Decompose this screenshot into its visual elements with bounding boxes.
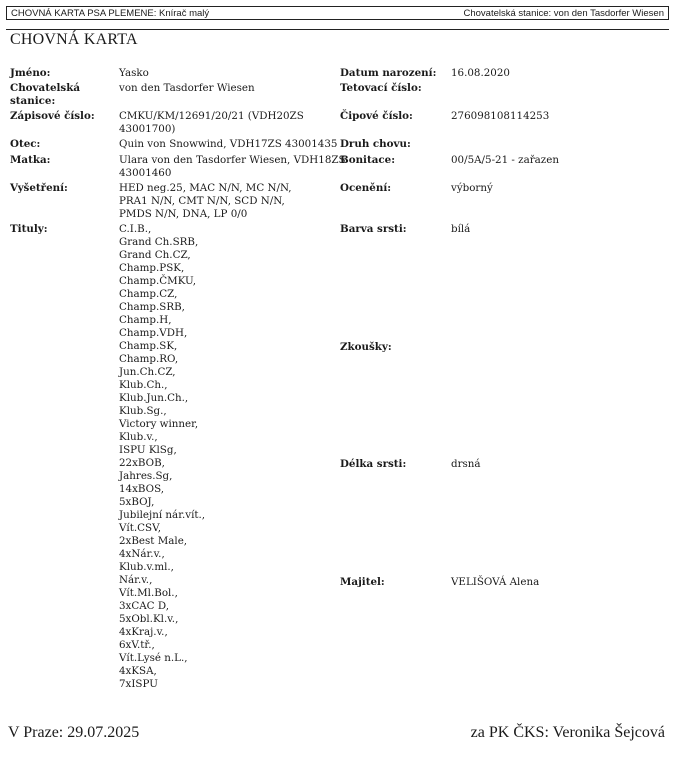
sire-value: Quin von Snowwind, VDH17ZS 43001435	[119, 138, 338, 150]
chip-value: 276098108114253	[451, 110, 550, 122]
coat-length-label: Délka srsti:	[340, 458, 407, 470]
trials-label: Zkoušky:	[340, 341, 392, 353]
name-label: Jméno:	[10, 67, 51, 79]
registration-label: Zápisové číslo:	[10, 110, 95, 122]
tattoo-label: Tetovací číslo:	[340, 82, 422, 94]
header-divider	[6, 29, 669, 30]
rating-value: výborný	[451, 182, 493, 194]
dam-value: Ulara von den Tasdorfer Wiesen, VDH18ZS 43001460	[119, 154, 346, 179]
coat-color-value: bílá	[451, 223, 471, 235]
exams-label: Vyšetření:	[10, 182, 68, 194]
exams-value: HED neg.25, MAC N/N, MC N/N, PRA1 N/N, CMT N/N, SCD N/N, PMDS N/N, DNA, LP 0/0	[119, 182, 292, 220]
registration-value: CMKU/KM/12691/20/21 (VDH20ZS 43001700)	[119, 110, 304, 135]
coat-length-value: drsná	[451, 458, 481, 470]
header-kennel: Chovatelská stanice: von den Tasdorfer Wiesen	[463, 7, 664, 19]
kennel-value: von den Tasdorfer Wiesen	[119, 82, 255, 94]
footer-signatory: za PK ČKS: Veronika Šejcová	[470, 724, 665, 741]
titles-label: Tituly:	[10, 223, 48, 235]
conformation-value: 00/5A/5-21 - zařazen	[451, 154, 559, 166]
chip-label: Čipové číslo:	[340, 110, 413, 122]
sire-label: Otec:	[10, 138, 41, 150]
rating-label: Ocenění:	[340, 182, 392, 194]
owner-label: Majitel:	[340, 576, 385, 588]
header-breed: CHOVNÁ KARTA PSA PLEMENE: Knírač malý	[11, 7, 210, 19]
birth-date-label: Datum narození:	[340, 67, 437, 79]
conformation-label: Bonitace:	[340, 154, 396, 166]
kennel-label: Chovatelská stanice:	[10, 82, 81, 107]
dam-label: Matka:	[10, 154, 51, 166]
footer-place-date: V Praze: 29.07.2025	[8, 724, 140, 741]
owner-value: VELIŠOVÁ Alena	[451, 576, 540, 588]
name-value: Yasko	[119, 67, 149, 79]
coat-color-label: Barva srsti:	[340, 223, 407, 235]
titles-value: C.I.B., Grand Ch.SRB, Grand Ch.CZ, Champ.PSK, Champ.ČMKU, Champ.CZ, Champ.SRB, Champ.H, Champ.VDH, Champ.SK, Champ.RO, Jun.Ch.CZ, Klub.Ch., Klub.Jun.Ch., Klub.Sg., Victory winner, Klub.v., ISPU KlSg, 22xBOB, Jahres.Sg, 14xBOS, 5xBOJ, Jubilejní nár.vít., Vít.CSV, 2xBest Male, 4xNár.v., Klub.v.ml., Nár.v., Vít.Ml.Bol., 3xCAC D, 5xObl.Kl.v., 4xKraj.v., 6xV.tř., Vít.Lysé n.L., 4xKSA, 7xISPU	[119, 223, 206, 690]
birth-date-value: 16.08.2020	[451, 67, 510, 79]
page-title: CHOVNÁ KARTA	[10, 31, 138, 48]
breeding-type-label: Druh chovu:	[340, 138, 411, 150]
header-bar	[6, 6, 669, 20]
